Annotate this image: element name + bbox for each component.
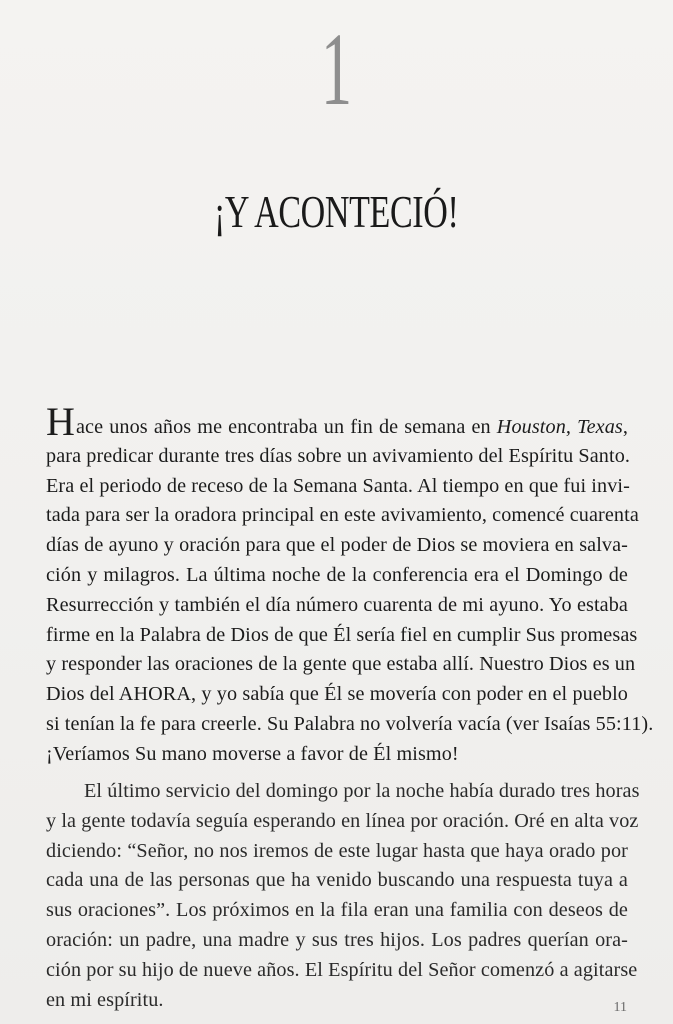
paragraph-line: sus oraciones”. Los próximos en la fila eran una familia con deseos de (46, 899, 628, 922)
paragraph-line: tada para ser la oradora principal en este avivamiento, comencé cuarenta (46, 504, 639, 527)
page-number: 11 (613, 1000, 627, 1015)
paragraph-line: y la gente todavía seguía esperando en línea por oración. Oré en alta voz (46, 809, 639, 832)
paragraph-line (46, 777, 640, 807)
chapter-number: 1 (320, 12, 353, 127)
paragraph-line: cada una de las personas que ha venido buscando una respuesta tuya a (46, 869, 628, 892)
paragraph-line: ¡Veríamos Su mano moverse a favor de Él mismo! (46, 742, 459, 765)
paragraph-line: días de ayuno y oración para que el poder de Dios se moviera en salva- (46, 534, 628, 557)
paragraph-line (46, 399, 628, 444)
paragraph-line: firme en la Palabra de Dios de que Él sería fiel en cumplir Sus promesas (46, 623, 638, 646)
line-text: El último servicio del domingo por la noche había durado tres horas (84, 780, 640, 802)
paragraph-1 (46, 399, 654, 770)
chapter-title (0, 186, 673, 238)
paragraph-2 (46, 777, 640, 1015)
paragraph-line: diciendo: “Señor, no nos iremos de este lugar hasta que haya orado por (46, 839, 628, 862)
paragraph-line: ción por su hijo de nueve años. El Espíritu del Señor comenzó a agitarse (46, 958, 638, 981)
paragraph-line: Era el periodo de receso de la Semana Santa. Al tiempo en que fui invi- (46, 474, 630, 497)
paragraph-line: en mi espíritu. (46, 988, 164, 1011)
drop-cap: H (46, 399, 75, 444)
paragraph-line: Dios del AHORA, y yo sabía que Él se movería con poder en el pueblo (46, 683, 628, 706)
paragraph-line: si tenían la fe para creerle. Su Palabra no volvería vacía (ver Isaías 55:11). (46, 712, 654, 735)
paragraph-line: para predicar durante tres días sobre un avivamiento del Espíritu Santo. (46, 444, 631, 467)
paragraph-line: ción y milagros. La última noche de la conferencia era el Domingo de (46, 563, 628, 586)
paragraph-line: oración: un padre, una madre y sus tres hijos. Los padres querían ora- (46, 928, 628, 951)
chapter-title-text: ¡Y ACONTECIÓ! (214, 186, 459, 237)
line-text: ace unos años me encontraba un fin de semana en Houston, Texas, (76, 416, 628, 438)
paragraph-line: Resurrección y también el día número cuarenta de mi ayuno. Yo estaba (46, 593, 628, 616)
paragraph-line: y responder las oraciones de la gente que estaba allí. Nuestro Dios es un (46, 653, 636, 676)
